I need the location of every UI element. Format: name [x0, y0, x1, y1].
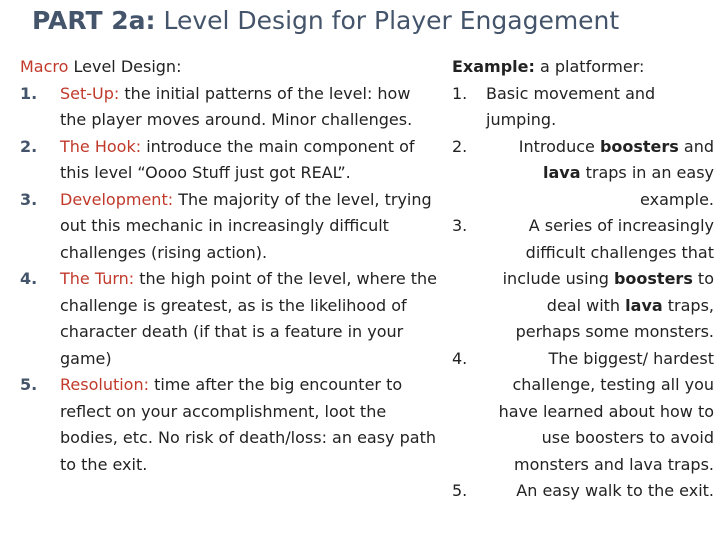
macro-step: [20, 372, 440, 478]
example-step: [452, 81, 714, 134]
step-text: Basic movement and jumping.: [486, 83, 656, 129]
step-text: introduce the main component of this level “Oooo Stuff just got REAL”.: [60, 136, 415, 182]
step-label: The Hook:: [60, 136, 142, 156]
macro-heading-rest: Level Design:: [68, 57, 182, 76]
step-label: The Turn:: [60, 269, 135, 288]
step-text-wrap: [486, 134, 714, 214]
step-keyword-lava: lava: [625, 295, 663, 315]
title-part-label: PART 2a:: [32, 6, 156, 35]
example-steps-list: [452, 81, 714, 505]
step-text: traps, perhaps some monsters.: [515, 295, 714, 341]
example-heading-bold: Example:: [452, 57, 535, 76]
step-label: Set-Up:: [60, 83, 120, 103]
example-step: [452, 478, 714, 505]
page-title: [32, 6, 619, 35]
macro-heading-accent: Macro: [20, 57, 69, 76]
step-number: 5.: [452, 481, 468, 500]
step-text: and: [678, 136, 714, 156]
macro-heading: [20, 54, 440, 81]
step-text: time after the big encounter to reflect on your accomplishment, loot the bodies, etc. No risk of death/loss: an easy path to the exit.: [60, 375, 436, 474]
step-text: A series of increasingly difficult challenges that include using: [502, 216, 714, 288]
example-step: [452, 346, 714, 479]
step-number: 2.: [452, 136, 468, 156]
step-label: Development:: [60, 189, 174, 209]
step-number: 2.: [20, 136, 38, 156]
step-text: An easy walk to the exit.: [516, 481, 714, 500]
step-text-wrap: [486, 213, 714, 346]
example-step: [452, 213, 714, 346]
step-number: 3.: [20, 189, 38, 209]
macro-step: [20, 134, 440, 187]
step-label: Resolution:: [60, 375, 149, 394]
step-text: Introduce: [518, 136, 600, 156]
platformer-example-column: [452, 54, 714, 505]
step-number: 4.: [452, 348, 468, 368]
step-keyword-boosters: boosters: [599, 136, 679, 156]
step-keyword-boosters: boosters: [613, 269, 693, 288]
step-keyword-lava: lava: [543, 163, 581, 182]
step-number: 1.: [452, 83, 468, 103]
macro-design-column: [20, 54, 440, 478]
example-heading: [452, 54, 714, 81]
step-number: 1.: [20, 83, 38, 103]
step-number: 4.: [20, 269, 38, 288]
step-text: traps in an easy example.: [580, 163, 714, 209]
example-heading-rest: a platformer:: [534, 57, 645, 76]
step-text: the high point of the level, where the challenge is greatest, as is the likelihood of character death (if that is a feature in your game): [60, 269, 437, 368]
step-text: to deal with: [546, 269, 714, 315]
macro-steps-list: [20, 81, 440, 479]
step-number: 3.: [452, 216, 468, 235]
example-step: [452, 134, 714, 214]
title-text: Level Design for Player Engagement: [155, 6, 620, 35]
step-text: The majority of the level, trying out this mechanic in increasingly difficult challenges (rising action).: [60, 189, 432, 262]
macro-step: [20, 266, 440, 372]
step-number: 5.: [20, 375, 38, 394]
step-text: The biggest/ hardest challenge, testing all you have learned about how to use boosters to avoid monsters and lava traps.: [498, 348, 714, 474]
step-text: the initial patterns of the level: how the player moves around. Minor challenges.: [60, 83, 413, 129]
macro-step: [20, 81, 440, 134]
macro-step: [20, 187, 440, 267]
